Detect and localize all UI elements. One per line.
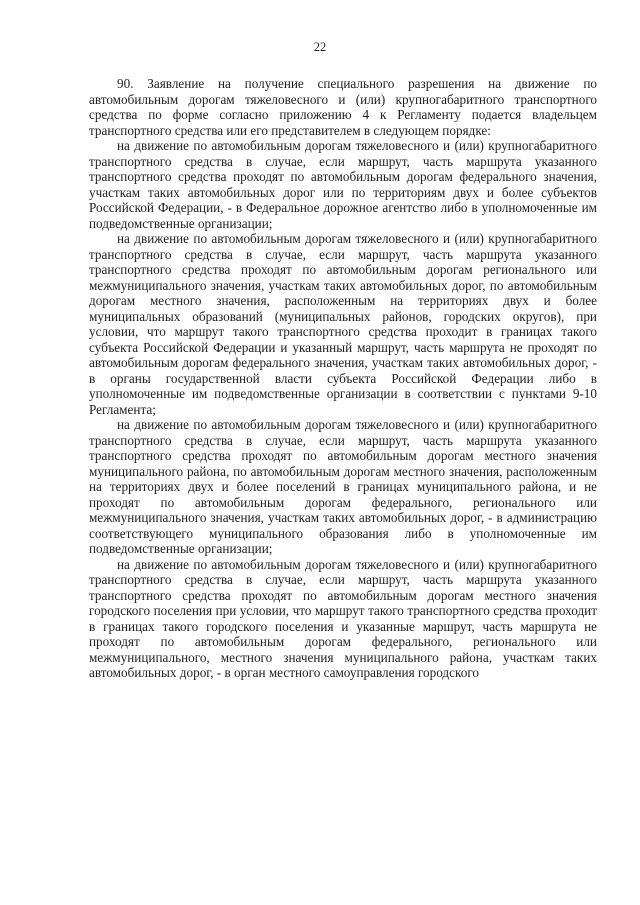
paragraph-90-intro: 90. Заявление на получение специального разрешения на движение по автомобильным дорогам тяжеловесного и (или) крупногабаритного транспортного средства по форме согласно приложению 4 к Регламенту подается владельцем транспортного средства или его представителем в следующем порядке:	[89, 76, 597, 138]
paragraph-regional-roads: на движение по автомобильным дорогам тяжеловесного и (или) крупногабаритного транспортного средства в случае, если маршрут, часть маршрута указанного транспортного средства проходят по автомобильным дорогам регионального или межмуниципального значения, участкам таких автомобильных дорог, по автомобильным дорогам местного значения, расположенным на территориях двух и более муниципальных образований (муниципальных районов, городских округов), при условии, что маршрут такого транспортного средства проходит в границах такого субъекта Российской Федерации и указанный маршрут, часть маршрута не проходят по автомобильным дорогам федерального значения, участкам таких автомобильных дорог, - в органы государственной власти субъекта Российской Федерации либо в уполномоченные им подведомственные организации в соответствии с пунктами 9-10 Регламента;	[89, 231, 597, 417]
paragraph-federal-roads: на движение по автомобильным дорогам тяжеловесного и (или) крупногабаритного транспортного средства в случае, если маршрут, часть маршрута указанного транспортного средства проходят по автомобильным дорогам федерального значения, участкам таких автомобильных дорог или по территориям двух и более субъектов Российской Федерации, - в Федеральное дорожное агентство либо в уполномоченные им подведомственные организации;	[89, 138, 597, 231]
paragraph-urban-settlement-roads: на движение по автомобильным дорогам тяжеловесного и (или) крупногабаритного транспортного средства в случае, если маршрут, часть маршрута указанного транспортного средства проходят по автомобильным дорогам местного значения городского поселения при условии, что маршрут такого транспортного средства проходит в границах такого городского поселения и указанные маршрут, часть маршрута не проходят по автомобильным дорогам федерального, регионального или межмуниципального, местного значения муниципального района, участкам таких автомобильных дорог, - в орган местного самоуправления городского	[89, 556, 597, 680]
paragraph-municipal-district-roads: на движение по автомобильным дорогам тяжеловесного и (или) крупногабаритного транспортного средства в случае, если маршрут, часть маршрута указанного транспортного средства проходят по автомобильным дорогам местного значения муниципального района, по автомобильным дорогам местного значения, расположенным на территориях двух и более поселений в границах муниципального района, и не проходят по автомобильным дорогам федерального, регионального или межмуниципального значения, участкам таких автомобильных дорог, - в администрацию соответствующего муниципального образования либо в уполномоченные им подведомственные организации;	[89, 417, 597, 556]
page-number: 22	[313, 40, 327, 54]
document-body	[89, 76, 597, 681]
